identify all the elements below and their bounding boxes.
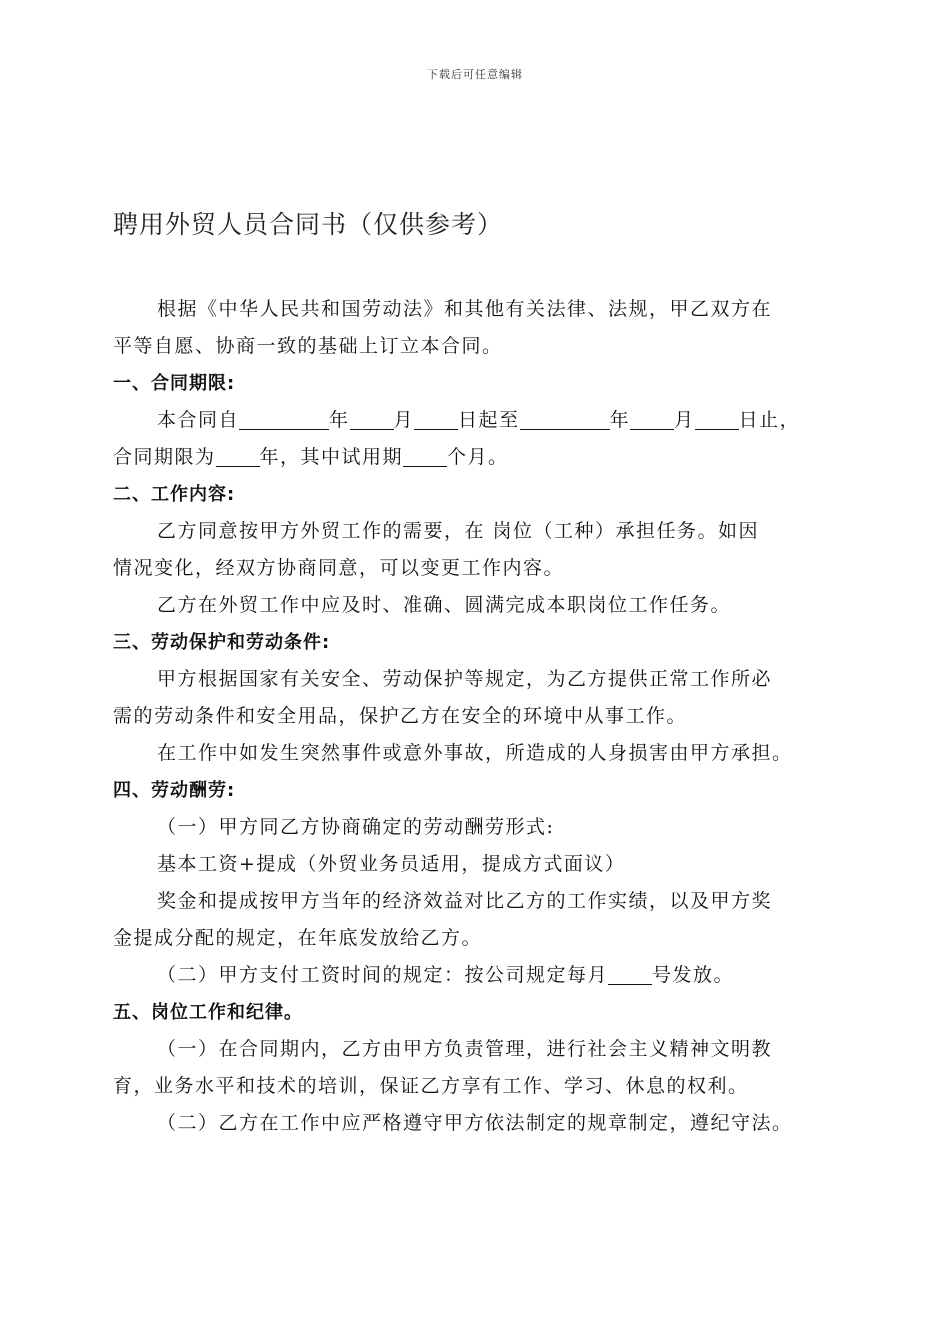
paragraph-line: 基本工资+提成（外贸业务员适用，提成方式面议） [157,853,626,875]
paragraph-line: 金提成分配的规定，在年底发放给乙方。 [113,927,483,949]
end-day-blank[interactable] [695,407,739,430]
contract-term-dates-line: 本合同自 年 月 日起至 年 月 日止， [157,409,801,431]
paragraph-line: 情况变化，经双方协商同意，可以变更工作内容。 [113,557,565,579]
section-heading-remuneration: 四、劳动酬劳: [113,780,236,801]
paragraph-line: （一）在合同期内，乙方由甲方负责管理，进行社会主义精神文明教 [157,1038,773,1060]
paragraph-line: 乙方在外贸工作中应及时、准确、圆满完成本职岗位工作任务。 [157,594,732,616]
paragraph-line: （二）乙方在工作中应严格遵守甲方依法制定的规章制定，遵纪守法。 [157,1112,793,1134]
paragraph-line: 育，业务水平和技术的培训，保证乙方享有工作、学习、休息的权利。 [113,1075,749,1097]
start-year-blank[interactable] [239,407,329,430]
preamble-line: 平等自愿、协商一致的基础上订立本合同。 [113,335,503,357]
section-heading-work-content: 二、工作内容: [113,484,236,505]
paragraph-line: 在工作中如发生突然事件或意外事故，所造成的人身损害由甲方承担。 [157,742,793,764]
section-heading-job-discipline: 五、岗位工作和纪律。 [113,1002,303,1023]
document-title: 聘用外贸人员合同书（仅供参考） [113,210,504,239]
end-year-blank[interactable] [520,407,610,430]
paragraph-line: 奖金和提成按甲方当年的经济效益对比乙方的工作实绩，以及甲方奖 [157,890,773,912]
probation-months-blank[interactable] [403,444,447,467]
section-heading-contract-term: 一、合同期限: [113,373,236,394]
contract-term-period-line: 合同期限为 年，其中试用期 个月。 [113,446,509,468]
page-header: 下载后可任意编辑 [427,68,523,81]
end-month-blank[interactable] [630,407,674,430]
term-years-blank[interactable] [216,444,260,467]
preamble-line: 根据《中华人民共和国劳动法》和其他有关法律、法规，甲乙双方在 [157,298,773,320]
pay-day-blank[interactable] [608,962,652,985]
paragraph-line: （一）甲方同乙方协商确定的劳动酬劳形式: [157,816,555,838]
contract-body [113,291,843,1142]
paragraph-line: 甲方根据国家有关安全、劳动保护等规定，为乙方提供正常工作所必 [157,668,773,690]
paragraph-line: 需的劳动条件和安全用品，保护乙方在安全的环境中从事工作。 [113,705,688,727]
pay-date-line: （二）甲方支付工资时间的规定：按公司规定每月 号发放。 [157,964,735,986]
start-month-blank[interactable] [350,407,394,430]
section-heading-labor-protection: 三、劳动保护和劳动条件: [113,632,331,653]
paragraph-line: 乙方同意按甲方外贸工作的需要，在 岗位（工种）承担任务。如因 [157,520,760,542]
start-day-blank[interactable] [414,407,458,430]
